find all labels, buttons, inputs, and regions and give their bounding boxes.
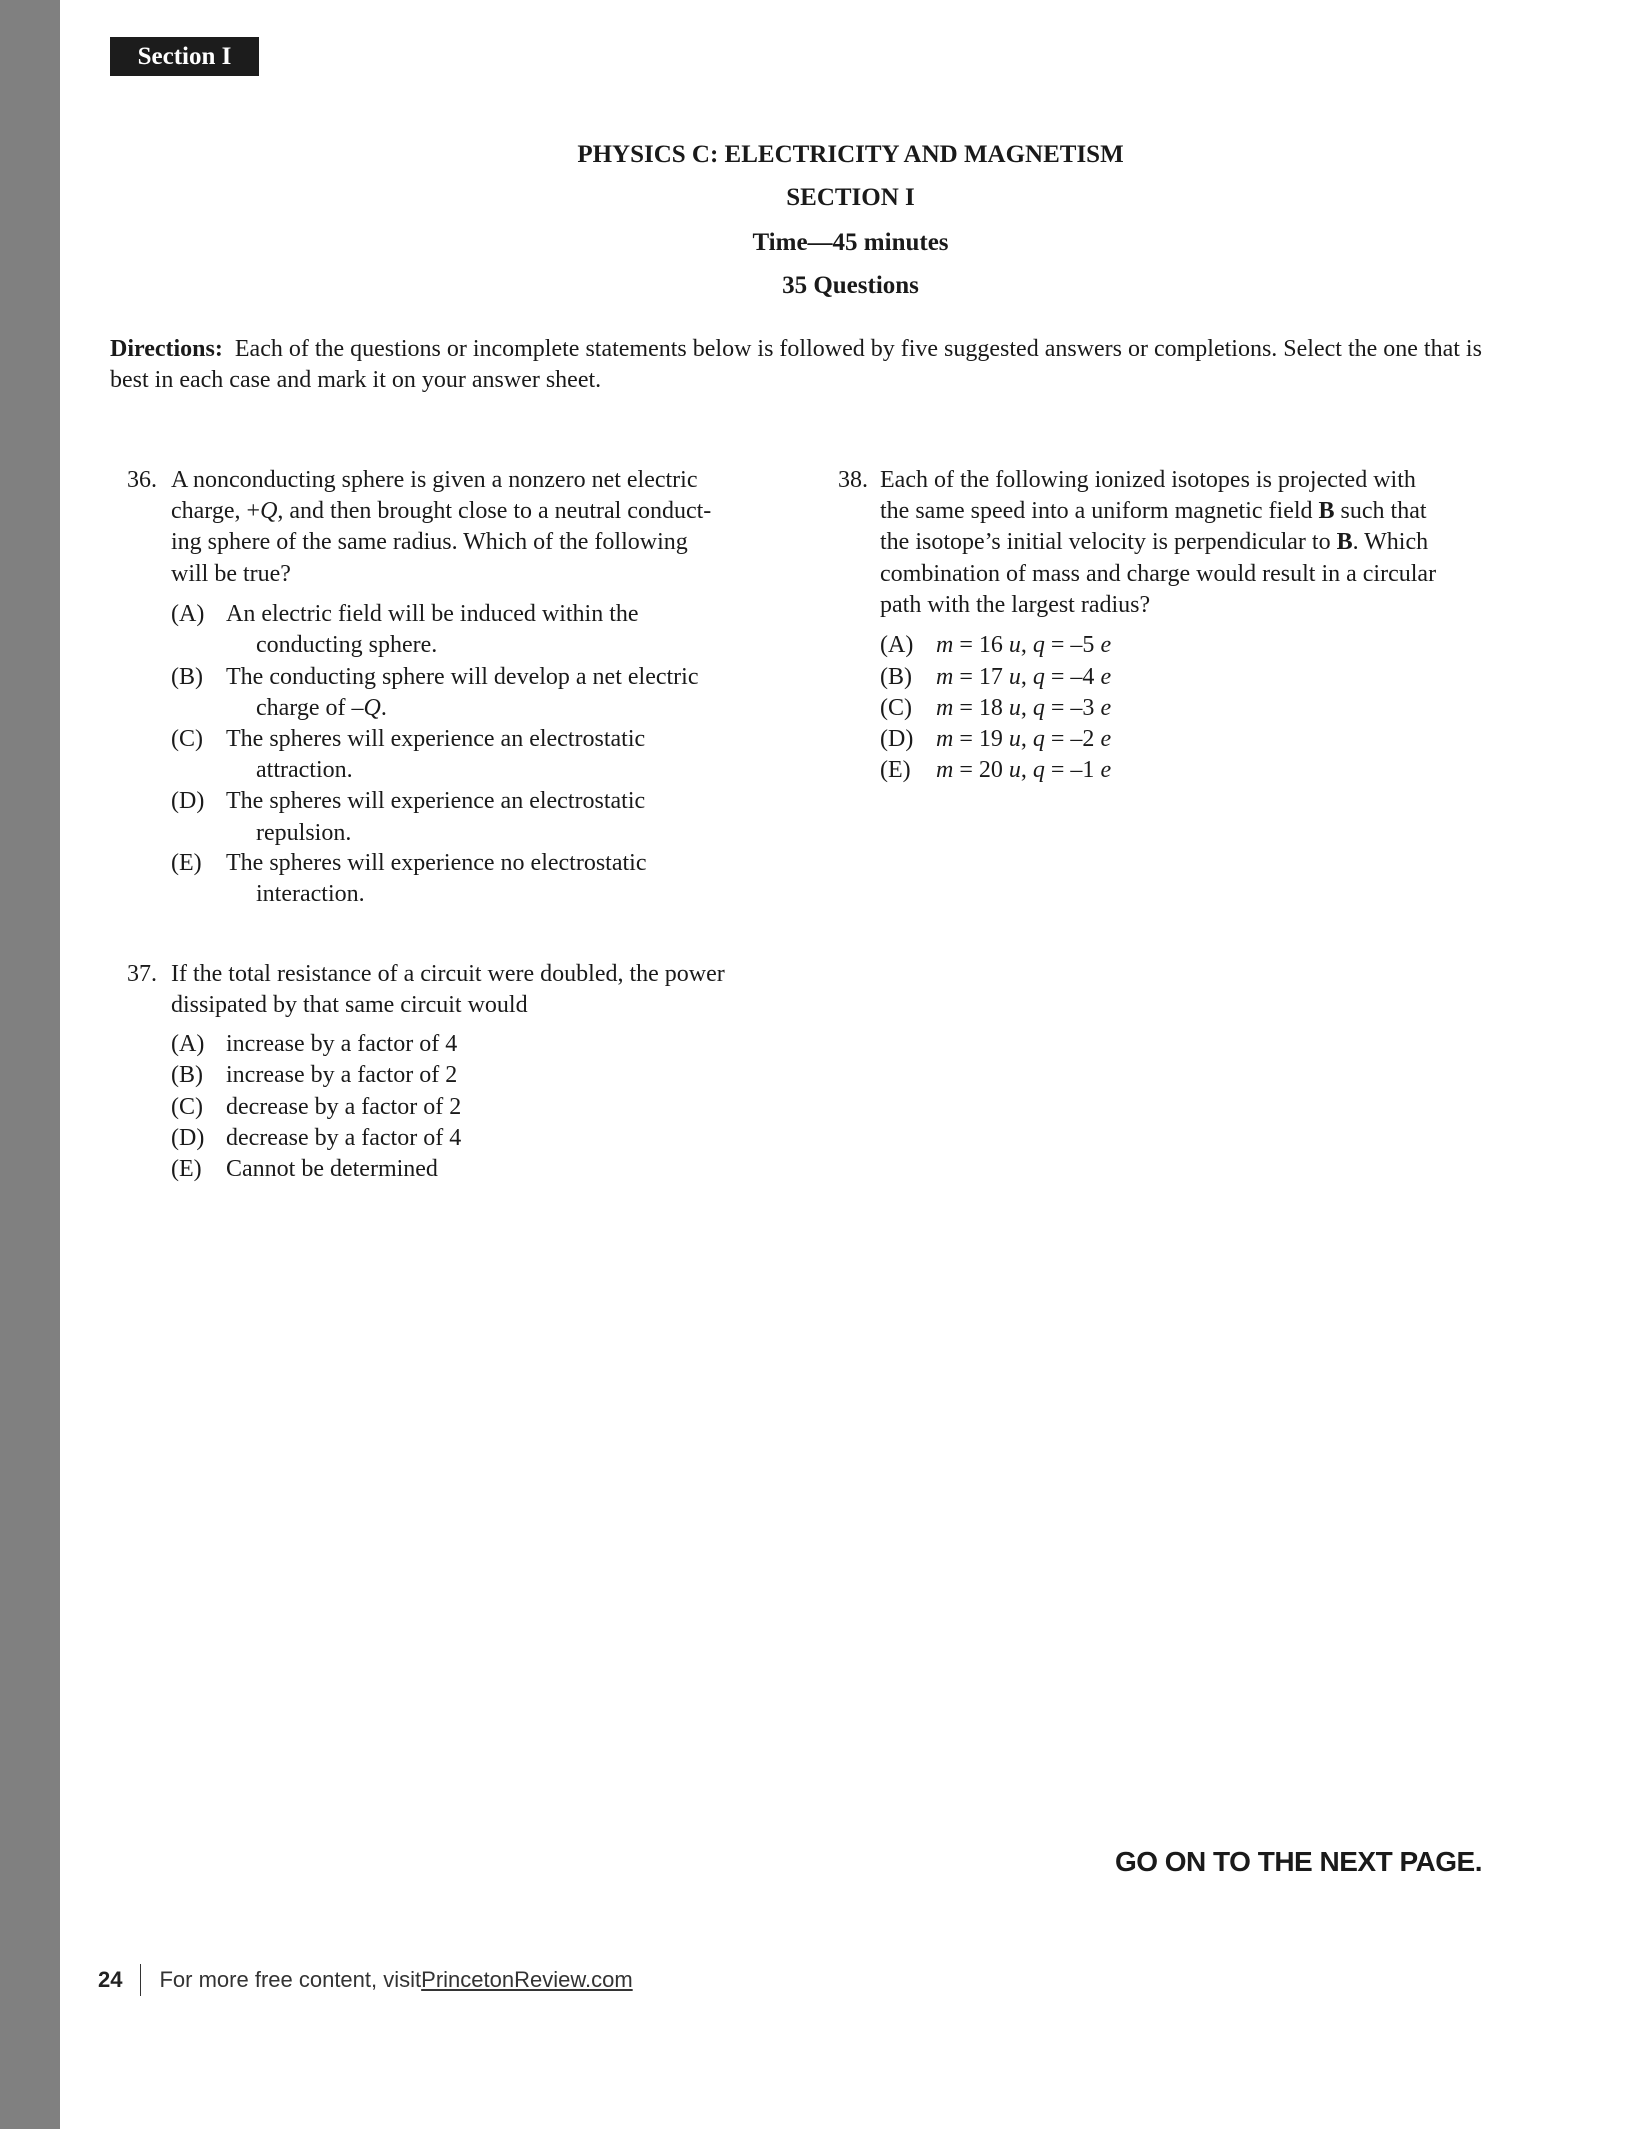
directions xyxy=(110,334,1490,396)
math-variable: m xyxy=(936,664,954,690)
answer-option-text xyxy=(226,1060,457,1091)
question-count: 35 Questions xyxy=(782,272,919,299)
answer-option-text xyxy=(226,786,645,817)
answer-option-text xyxy=(226,599,639,630)
text-run: increase by a factor of 4 xyxy=(226,1031,458,1057)
answer-option-text xyxy=(226,1123,461,1154)
math-variable: q xyxy=(1032,726,1045,752)
text-run: will be true? xyxy=(171,561,291,587)
math-variable: Q xyxy=(260,498,278,524)
text-run: , xyxy=(1020,632,1033,658)
answer-option-letter: (C) xyxy=(171,1094,203,1120)
text-run: If the total resistance of a circuit were doubled, the power xyxy=(171,961,725,987)
text-run: , xyxy=(1020,726,1033,752)
math-variable: q xyxy=(1032,757,1045,783)
math-variable: q xyxy=(1032,664,1045,690)
math-variable: e xyxy=(1100,726,1112,752)
text-run: = 19 xyxy=(953,726,1009,752)
math-variable: e xyxy=(1100,695,1112,721)
text-run: charge, + xyxy=(171,498,261,524)
question-number: 37. xyxy=(127,961,157,987)
question-stem-line xyxy=(171,559,291,590)
text-run: path with the largest radius? xyxy=(880,592,1151,618)
question-stem-line xyxy=(880,559,1436,590)
question-stem-line xyxy=(880,590,1150,621)
page-number: 24 xyxy=(98,1967,123,1992)
princeton-review-link[interactable]: PrincetonReview.com xyxy=(421,1967,633,1992)
vector-symbol: B xyxy=(1318,498,1335,524)
text-run: Each of the following ionized isotopes is projected with xyxy=(880,467,1416,493)
answer-option-letter: (E) xyxy=(880,757,911,783)
directions-text: Each of the questions or incomplete statements below is followed by five suggested answers or completions. Select the one that is best in each case and mark it on your answer sheet. xyxy=(110,336,1482,393)
answer-option-text xyxy=(256,630,437,661)
answer-option-letter: (A) xyxy=(171,601,205,627)
text-run: = 20 xyxy=(953,757,1009,783)
math-variable: u xyxy=(1008,664,1021,690)
section-tab: Section I xyxy=(110,37,259,76)
math-variable: e xyxy=(1100,632,1112,658)
math-variable: q xyxy=(1032,632,1045,658)
text-run: interaction. xyxy=(256,881,365,907)
text-run: An electric field will be induced within the xyxy=(226,601,639,627)
text-run: The spheres will experience an electrostatic xyxy=(226,726,646,752)
math-variable: Q xyxy=(363,695,381,721)
exam-title: PHYSICS C: ELECTRICITY AND MAGNETISM xyxy=(577,141,1124,168)
answer-option-letter: (D) xyxy=(171,788,205,814)
text-run: , xyxy=(1020,757,1033,783)
answer-option-text xyxy=(226,848,646,879)
text-run: = 18 xyxy=(953,695,1009,721)
answer-option-letter: (C) xyxy=(880,695,912,721)
time-limit: Time—45 minutes xyxy=(752,229,949,256)
answer-option-text xyxy=(256,755,353,786)
answer-option-text xyxy=(256,693,387,724)
answer-option-letter: (B) xyxy=(880,664,912,690)
question-stem-line xyxy=(880,496,1427,527)
text-run: The conducting sphere will develop a net electric xyxy=(226,664,699,690)
answer-option-letter: (A) xyxy=(880,632,914,658)
math-variable: u xyxy=(1008,695,1021,721)
footer xyxy=(98,1964,633,1996)
text-run: = 16 xyxy=(953,632,1009,658)
math-variable: e xyxy=(1100,757,1112,783)
math-variable: m xyxy=(936,695,954,721)
answer-option-letter: (B) xyxy=(171,664,203,690)
text-run: the same speed into a uniform magnetic field xyxy=(880,498,1319,524)
question-stem-line xyxy=(880,465,1416,496)
answer-option-text xyxy=(936,755,1111,786)
answer-option-text xyxy=(226,724,645,755)
text-run: = –4 xyxy=(1044,664,1101,690)
answer-option-letter: (D) xyxy=(880,726,914,752)
text-run: , xyxy=(1020,664,1033,690)
math-variable: m xyxy=(936,726,954,752)
text-run: The spheres will experience an electrostatic xyxy=(226,788,646,814)
vector-symbol: B xyxy=(1336,529,1353,555)
answer-option-letter: (A) xyxy=(171,1031,205,1057)
answer-option-letter: (C) xyxy=(171,726,203,752)
answer-option-text xyxy=(936,630,1111,661)
text-run: = –1 xyxy=(1044,757,1101,783)
text-run: charge of – xyxy=(256,695,364,721)
answer-option-letter: (E) xyxy=(171,850,202,876)
math-variable: e xyxy=(1100,664,1112,690)
text-run: = –5 xyxy=(1044,632,1101,658)
math-variable: m xyxy=(936,757,954,783)
question-number: 38. xyxy=(838,467,868,493)
question-stem-line xyxy=(171,990,528,1021)
text-run: dissipated by that same circuit would xyxy=(171,992,528,1018)
question-stem-line xyxy=(171,959,725,990)
section-heading: SECTION I xyxy=(786,184,915,211)
text-run: . Which xyxy=(1352,529,1429,555)
question-stem-line xyxy=(171,496,711,527)
footer-divider xyxy=(140,1964,141,1996)
text-run: the isotope’s initial velocity is perpendicular to xyxy=(880,529,1337,555)
answer-option-text xyxy=(256,879,365,910)
answer-option-text xyxy=(226,1092,461,1123)
question-number: 36. xyxy=(127,467,157,493)
text-run: Cannot be determined xyxy=(226,1156,438,1182)
text-run: conducting sphere. xyxy=(256,632,438,658)
math-variable: u xyxy=(1008,632,1021,658)
answer-option-letter: (B) xyxy=(171,1062,203,1088)
text-run: = –3 xyxy=(1044,695,1101,721)
math-variable: u xyxy=(1008,757,1021,783)
answer-option-letter: (D) xyxy=(171,1125,205,1151)
directions-label: Directions: xyxy=(110,336,223,362)
text-run: increase by a factor of 2 xyxy=(226,1062,458,1088)
question-stem-line xyxy=(880,527,1428,558)
answer-option-letter: (E) xyxy=(171,1156,202,1182)
text-run: repulsion. xyxy=(256,820,352,846)
text-run: = –2 xyxy=(1044,726,1101,752)
answer-option-text xyxy=(936,662,1111,693)
text-run: , xyxy=(1020,695,1033,721)
answer-option-text xyxy=(936,693,1111,724)
question-stem-line xyxy=(171,465,698,496)
go-on-notice: GO ON TO THE NEXT PAGE. xyxy=(1114,1846,1482,1877)
text-run: decrease by a factor of 2 xyxy=(226,1094,462,1120)
text-run: such that xyxy=(1334,498,1427,524)
math-variable: m xyxy=(936,632,954,658)
text-run: = 17 xyxy=(953,664,1009,690)
answer-option-text xyxy=(936,724,1111,755)
text-run: , and then brought close to a neutral conduct- xyxy=(277,498,712,524)
text-run: The spheres will experience no electrostatic xyxy=(226,850,647,876)
question-stem-line xyxy=(171,527,688,558)
answer-option-text xyxy=(226,662,698,693)
answer-option-text xyxy=(226,1029,457,1060)
text-run: ing sphere of the same radius. Which of the following xyxy=(171,529,688,555)
text-run: decrease by a factor of 4 xyxy=(226,1125,462,1151)
answer-option-text xyxy=(226,1154,438,1185)
math-variable: q xyxy=(1032,695,1045,721)
text-run: A nonconducting sphere is given a nonzero net electric xyxy=(171,467,698,493)
text-run: combination of mass and charge would result in a circular xyxy=(880,561,1437,587)
answer-option-text xyxy=(256,818,351,849)
text-run: . xyxy=(380,695,387,721)
page-edge-bar xyxy=(0,0,60,2129)
math-variable: u xyxy=(1008,726,1021,752)
text-run: attraction. xyxy=(256,757,353,783)
footer-text: For more free content, visit xyxy=(159,1967,422,1992)
